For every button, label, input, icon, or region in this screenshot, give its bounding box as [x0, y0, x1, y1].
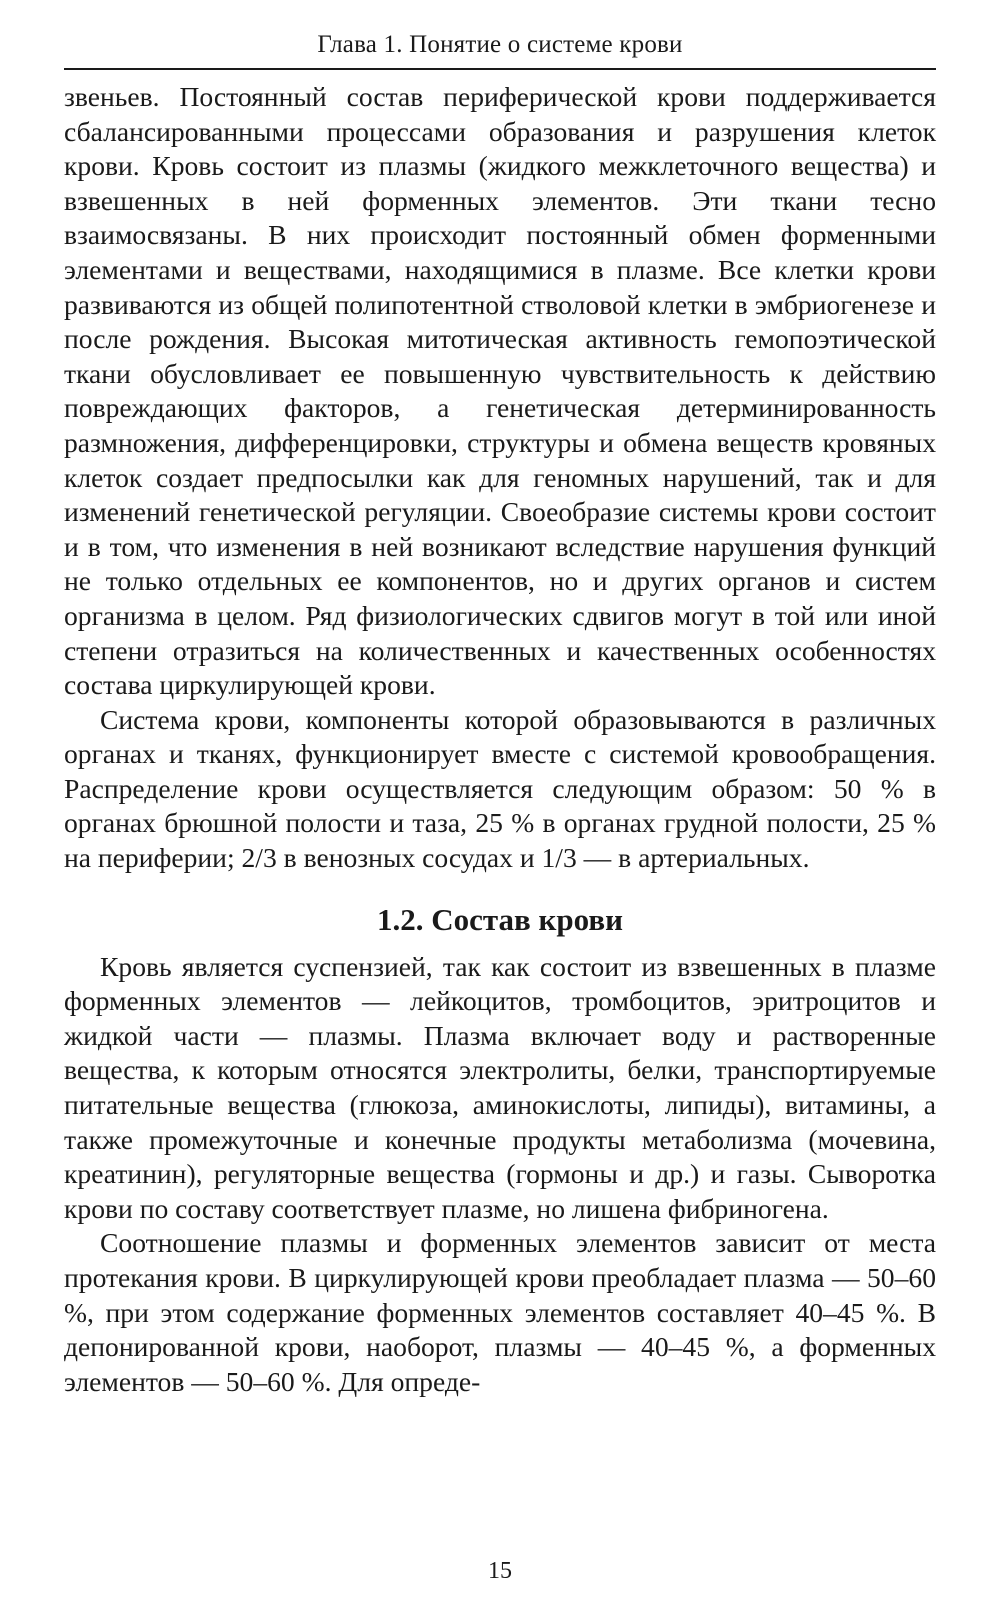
body-paragraph-continued: звеньев. Постоянный состав периферической крови поддерживается сбалансированными процессами образования и разрушения клеток крови. Кровь состоит из плазмы (жидкого межклеточного вещества) и взвешенных в ней форменных элементов. Эти ткани тесно взаимосвязаны. В них происходит постоянный обмен форменными элементами и веществами, находящимися в плазме. Все клетки крови развиваются из общей полипотентной стволовой клетки в эмбриогенезе и после рождения. Высокая митотическая активность гемопоэтической ткани обусловливает ее повышенную чувствительность к действию повреждающих факторов, а генетическая детерминированность размножения, дифференцировки, структуры и обмена веществ кровяных клеток создает предпосылки как для геномных нарушений, так и для изменений генетической регуляции. Своеобразие системы крови состоит и в том, что изменения в ней возникают вследствие нарушения функций не только отдельных ее компонентов, но и других органов и систем организма в целом. Ряд физиологических сдвигов могут в той или иной степени отразиться на количественных и качественных особенностях состава циркулирующей крови. — [64, 81, 936, 701]
body-paragraph-blood-distribution: Система крови, компоненты которой образовываются в различных органах и тканях, функционирует вместе с системой кровообращения. Распределение крови осуществляется следующим образом: 50 % в органах брюшной полости и таза, 25 % в органах грудной полости, 25 % на периферии; 2/3 в венозных сосудах и 1/3 — в артериальных. — [64, 703, 936, 874]
body-paragraph-composition: Кровь является суспензией, так как состоит из взвешенных в плазме форменных элементов — лейкоцитов, тромбоцитов, эритроцитов и жидкой части — плазмы. Плазма включает воду и растворенные вещества, к которым относятся электролиты, белки, транспортируемые питательные вещества (глюкоза, аминокислоты, липиды), витамины, а также промежуточные и конечные продукты метаболизма (мочевина, креатинин), регуляторные вещества (гормоны и др.) и газы. Сыворотка крови по составу соответствует плазме, но лишена фибриногена. — [64, 950, 936, 1224]
running-header: Глава 1. Понятие о системе крови — [317, 31, 683, 58]
book-page — [64, 28, 936, 1588]
body-paragraph-plasma-ratio: Соотношение плазмы и форменных элементов зависит от места протекания крови. В циркулирующей крови преобладает плазма — 50–60 %, при этом содержание форменных элементов составляет 40–45 %. В депонированной крови, наоборот, плазмы — 40–45 %, а форменных элементов — 50–60 %. Для опреде- — [64, 1227, 936, 1397]
header-rule — [64, 68, 936, 70]
section-heading: 1.2. Состав крови — [377, 901, 623, 937]
page-number: 15 — [488, 1558, 512, 1584]
